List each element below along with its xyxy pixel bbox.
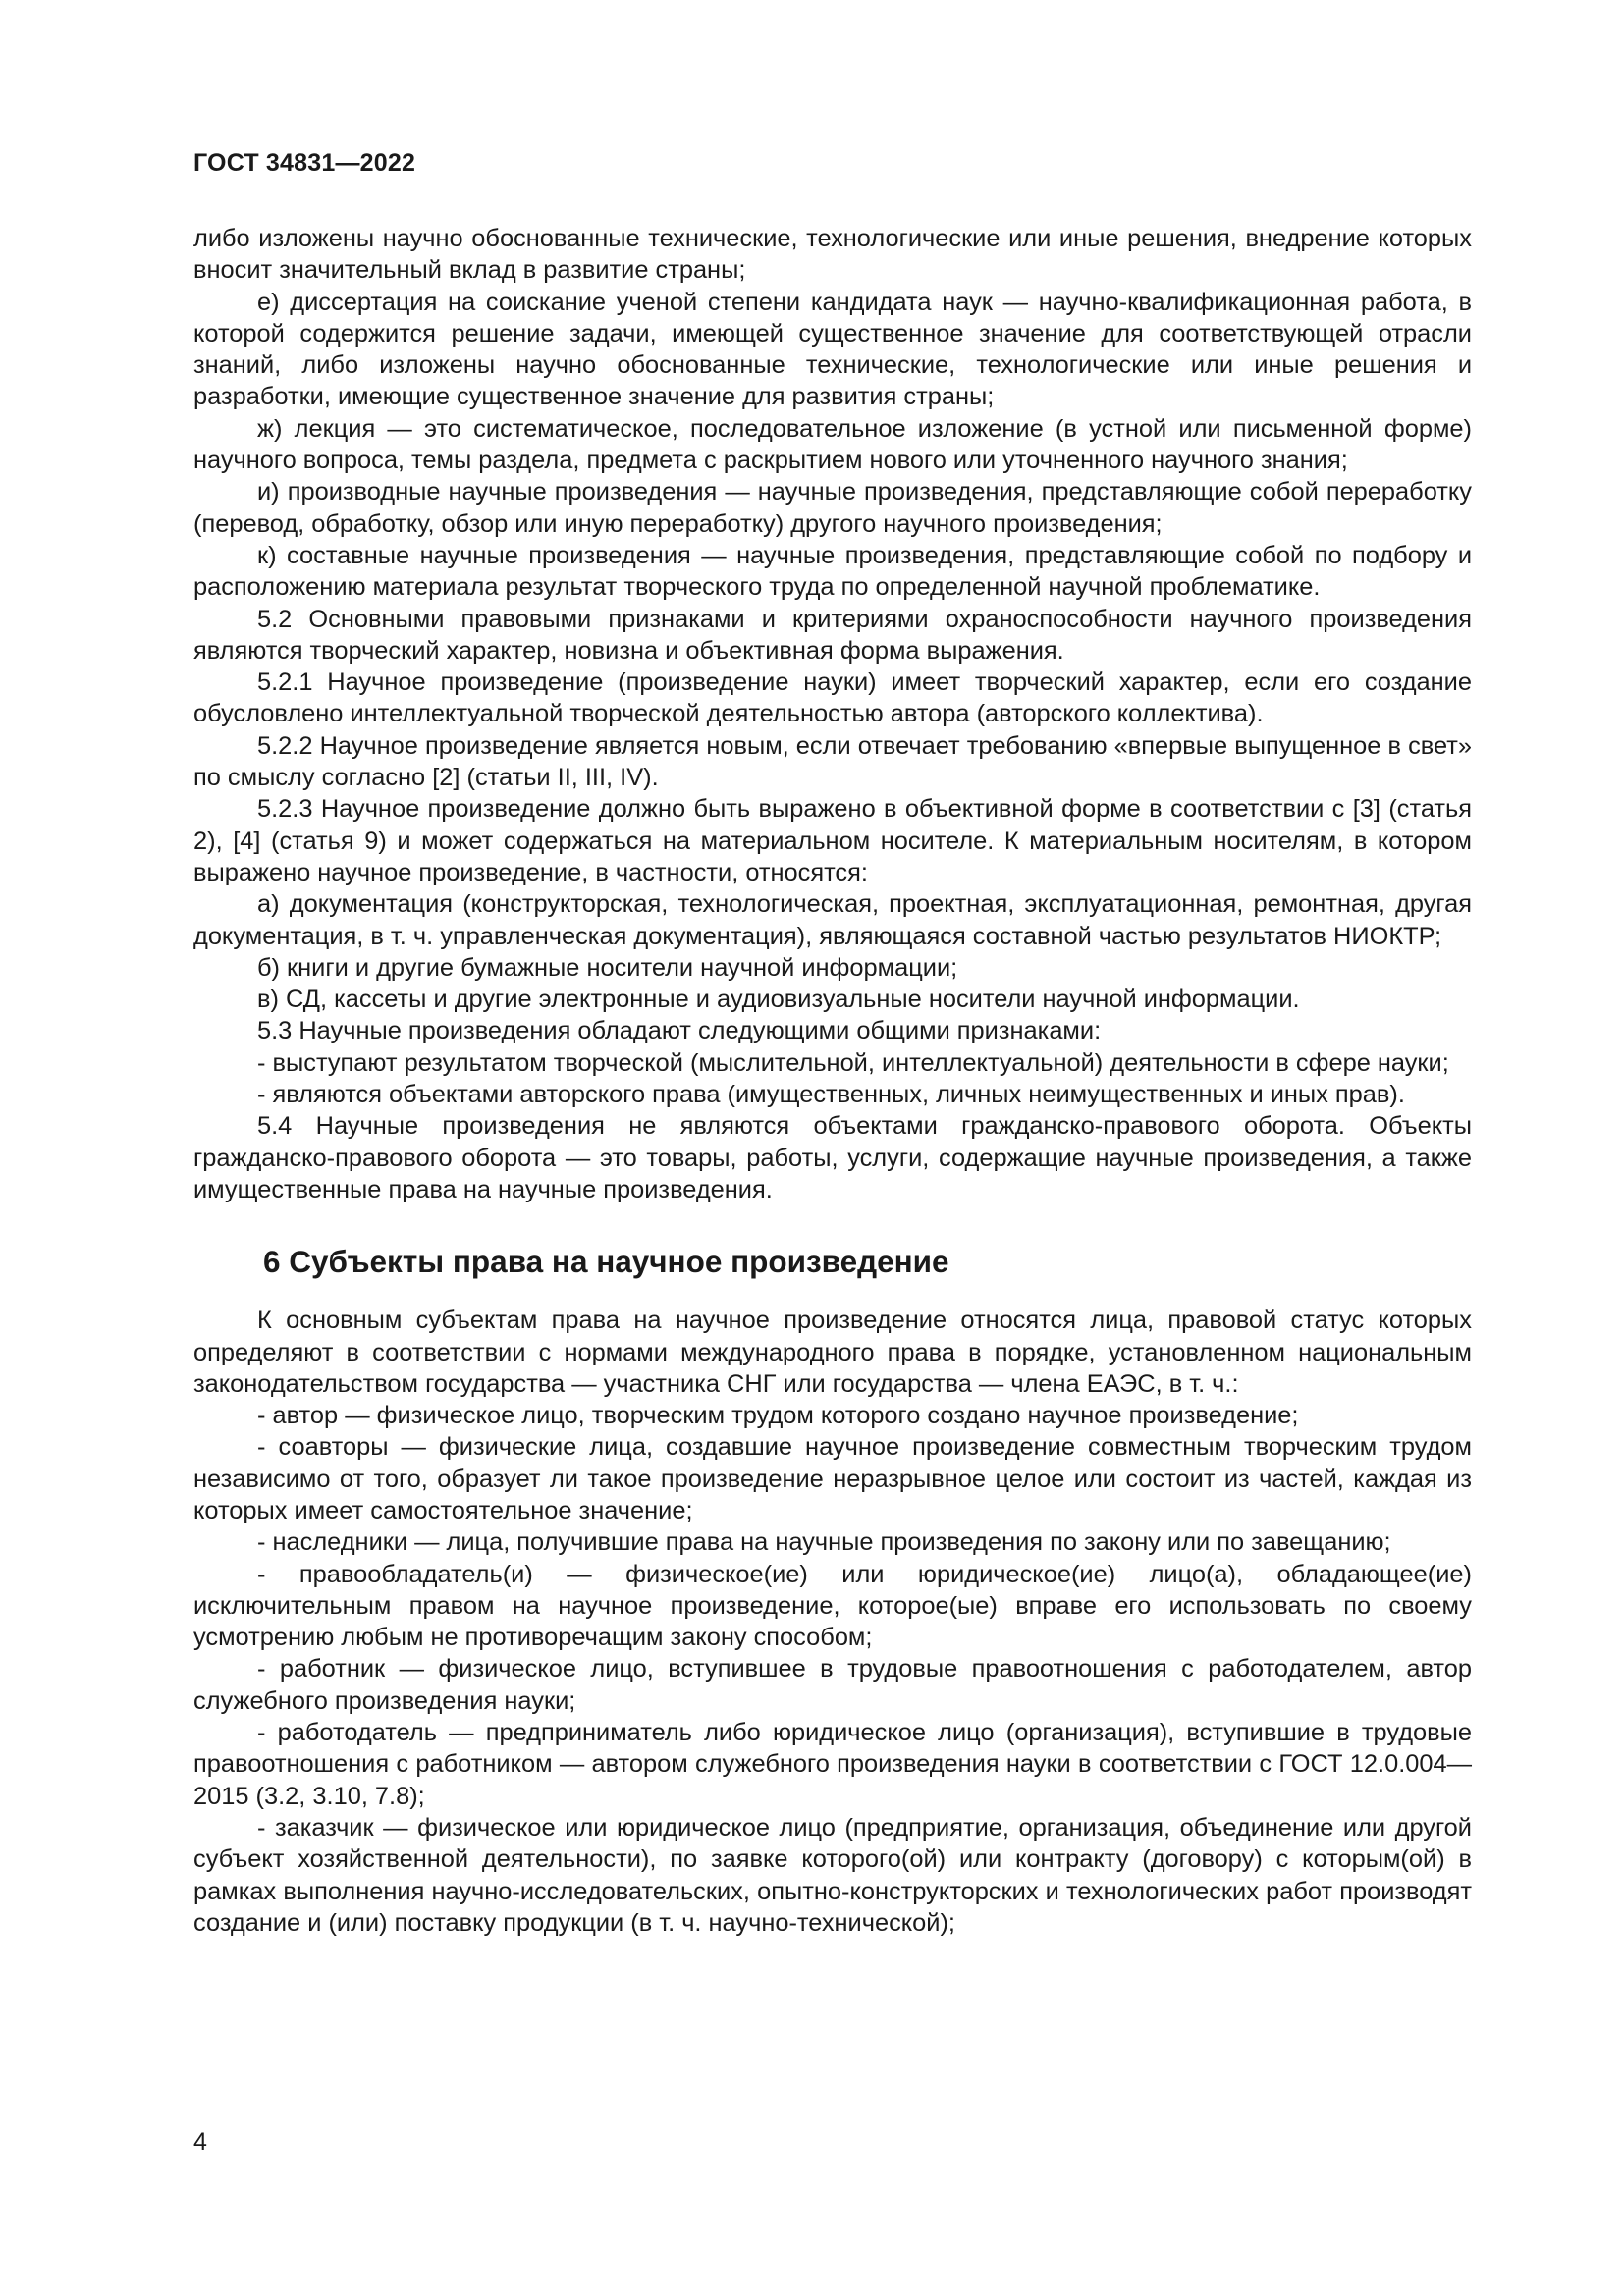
list-item-a: а) документация (конструкторская, технологическая, проектная, эксплуатационная, ремонтная, другая документация, в т. ч. управленческая документация), являющаяся составной частью результатов НИОКТР; xyxy=(193,890,1472,950)
clause-5-2-1: 5.2.1 Научное произведение (произведение науки) имеет творческий характер, если его создание обусловлено интеллектуальной творческой деятельностью автора (авторского коллектива). xyxy=(193,668,1472,728)
list-item-b: б) книги и другие бумажные носители научной информации; xyxy=(257,953,958,982)
paragraph: К основным субъектам права на научное произведение относятся лица, правовой статус которых определяют в соответствии с нормами международного права в порядке, установленном национальным законодательством государства — участника СНГ или государства — члена ЕАЭС, в т. ч.: xyxy=(193,1307,1472,1398)
list-item-dash: - заказчик — физическое или юридическое лицо (предприятие, организация, объединение или другой субъект хозяйственной деятельности), по заявке которого(ой) или контракту (договору) с которым(ой) в рамках выполнения научно-исследовательских, опытно-конструкторских и технологических работ производят создание и (или) поставку продукции (в т. ч. научно-технической); xyxy=(193,1813,1472,1937)
list-item-dash: - наследники — лица, получившие права на научные произведения по закону или по завещанию; xyxy=(257,1528,1391,1557)
section-heading: 6 Субъекты права на научное произведение xyxy=(263,1244,949,1280)
clause-5-3: 5.3 Научные произведения обладают следующими общими признаками: xyxy=(257,1017,1102,1045)
list-item-dash: - правообладатель(и) — физическое(ие) или юридическое(ие) лицо(а), обладающее(ие) исключительным правом на научное произведение, которое(ые) вправе его использовать по своему усмотрению любым не противоречащим закону способом; xyxy=(193,1560,1472,1652)
list-item-dash: - работодатель — предприниматель либо юридическое лицо (организация), вступившие в трудовые правоотношения с работником — автором служебного произведения науки в соответствии с ГОСТ 12.0.004—2015 (3.2, 3.10, 7.8); xyxy=(193,1719,1472,1810)
clause-5-2: 5.2 Основными правовыми признаками и критериями охраноспособности научного произведения являются творческий характер, новизна и объективная форма выражения. xyxy=(193,605,1472,665)
page-number: 4 xyxy=(193,2128,207,2156)
list-item-dash: - являются объектами авторского права (имущественных, личных неимущественных и иных прав). xyxy=(257,1081,1405,1109)
list-item-dash: - соавторы — физические лица, создавшие научное произведение совместным творческим трудом независимо от того, образует ли такое произведение неразрывное целое или состоит из частей, каждая из которых имеет самостоятельное значение; xyxy=(193,1433,1472,1524)
clause-5-4: 5.4 Научные произведения не являются объектами гражданско-правового оборота. Объекты гражданско-правового оборота — это товары, работы, услуги, содержащие научные произведения, а также имущественные права на научные произведения. xyxy=(193,1112,1472,1203)
list-item-k: к) составные научные произведения — научные произведения, представляющие собой по подбору и расположению материала результат творческого труда по определенной научной проблематике. xyxy=(193,541,1472,602)
paragraph: либо изложены научно обоснованные технические, технологические или иные решения, внедрение которых вносит значительный вклад в развитие страны; xyxy=(193,225,1472,285)
list-item-e: е) диссертация на соискание ученой степени кандидата наук — научно-квалификационная работа, в которой содержится решение задачи, имеющей существенное значение для соответствующей отрасли знаний, либо изложены научно обоснованные технические, технологические или иные решения и разработки, имеющие существенное значение для развития страны; xyxy=(193,288,1472,411)
clause-5-2-3: 5.2.3 Научное произведение должно быть выражено в объективной форме в соответствии с [3] (статья 2), [4] (статья 9) и может содержаться на материальном носителе. К материальным носителям, в котором выражено научное произведение, в частности, относятся: xyxy=(193,795,1472,886)
clause-5-2-2: 5.2.2 Научное произведение является новым, если отвечает требованию «впервые выпущенное в свет» по смыслу согласно [2] (статьи II, III, IV). xyxy=(193,731,1472,792)
list-item-i: и) производные научные произведения — научные произведения, представляющие собой переработку (перевод, обработку, обзор или иную переработку) другого научного произведения; xyxy=(193,478,1472,538)
list-item-v: в) СД, кассеты и другие электронные и аудиовизуальные носители научной информации. xyxy=(257,986,1300,1014)
list-item-dash: - выступают результатом творческой (мыслительной, интеллектуальной) деятельности в сфере науки; xyxy=(257,1048,1449,1077)
list-item-dash: - автор — физическое лицо, творческим трудом которого создано научное произведение; xyxy=(257,1402,1299,1430)
list-item-zh: ж) лекция — это систематическое, последовательное изложение (в устной или письменной форме) научного вопроса, темы раздела, предмета с раскрытием нового или уточненного научного знания; xyxy=(193,414,1472,475)
document-body xyxy=(193,223,1472,1939)
document-header: ГОСТ 34831—2022 xyxy=(193,149,416,177)
list-item-dash: - работник — физическое лицо, вступившее в трудовые правоотношения с работодателем, автор служебного произведения науки; xyxy=(193,1655,1472,1715)
